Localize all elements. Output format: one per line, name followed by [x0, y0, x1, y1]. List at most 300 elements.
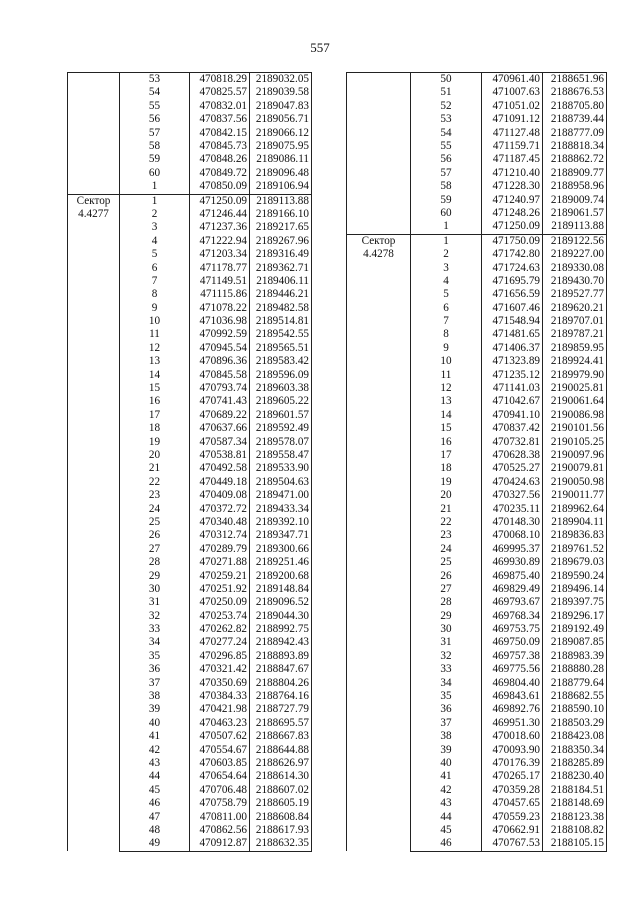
x-coordinate-cell: 471742.80 — [482, 248, 543, 261]
x-coordinate-cell: 471481.65 — [482, 328, 543, 341]
x-coordinate-cell: 470837.42 — [482, 422, 543, 435]
y-coordinate-cell: 2188818.34 — [543, 140, 607, 153]
x-coordinate-cell: 470271.88 — [190, 556, 250, 569]
point-number-cell: 54 — [120, 86, 190, 99]
x-coordinate-cell: 469757.38 — [482, 650, 543, 663]
y-coordinate-cell: 2188739.44 — [543, 113, 607, 126]
x-coordinate-cell: 469768.34 — [482, 610, 543, 623]
x-coordinate-cell: 470741.43 — [190, 395, 250, 408]
x-coordinate-cell: 470525.27 — [482, 462, 543, 475]
y-coordinate-cell: 2190050.98 — [543, 476, 607, 489]
y-coordinate-cell: 2188651.96 — [543, 73, 607, 87]
y-coordinate-cell: 2189061.57 — [543, 207, 607, 220]
point-number-cell: 12 — [411, 382, 482, 395]
y-coordinate-cell: 2188350.34 — [543, 744, 607, 757]
point-number-cell: 32 — [411, 650, 482, 663]
y-coordinate-cell: 2189542.55 — [250, 328, 312, 341]
y-coordinate-cell: 2189217.65 — [250, 221, 312, 234]
point-number-cell: 9 — [120, 302, 190, 315]
x-coordinate-cell: 470706.48 — [190, 784, 250, 797]
y-coordinate-cell: 2189086.11 — [250, 153, 312, 166]
point-number-cell: 39 — [411, 744, 482, 757]
point-number-cell: 20 — [411, 489, 482, 502]
x-coordinate-cell: 470235.11 — [482, 503, 543, 516]
point-number-cell: 16 — [411, 436, 482, 449]
y-coordinate-cell: 2190097.96 — [543, 449, 607, 462]
point-number-cell: 2 — [120, 208, 190, 221]
x-coordinate-cell: 470845.58 — [190, 369, 250, 382]
x-coordinate-cell: 470259.21 — [190, 569, 250, 582]
y-coordinate-cell: 2188777.09 — [543, 127, 607, 140]
x-coordinate-cell: 470289.79 — [190, 543, 250, 556]
point-number-cell: 29 — [120, 569, 190, 582]
point-number-cell: 53 — [411, 113, 482, 126]
y-coordinate-cell: 2189406.11 — [250, 275, 312, 288]
y-coordinate-cell: 2189113.88 — [250, 194, 312, 208]
x-coordinate-cell: 470758.79 — [190, 797, 250, 810]
point-number-cell: 4 — [120, 235, 190, 248]
x-coordinate-cell: 470265.17 — [482, 770, 543, 783]
y-coordinate-cell: 2189583.42 — [250, 355, 312, 368]
x-coordinate-cell: 469804.40 — [482, 677, 543, 690]
x-coordinate-cell: 470327.56 — [482, 489, 543, 502]
y-coordinate-cell: 2189592.49 — [250, 422, 312, 435]
x-coordinate-cell: 470449.18 — [190, 476, 250, 489]
x-coordinate-cell: 469875.40 — [482, 569, 543, 582]
y-coordinate-cell: 2188705.80 — [543, 100, 607, 113]
y-coordinate-cell: 2189362.71 — [250, 261, 312, 274]
y-coordinate-cell: 2188626.97 — [250, 757, 312, 770]
point-number-cell: 1 — [411, 234, 482, 248]
y-coordinate-cell: 2189596.09 — [250, 369, 312, 382]
point-number-cell: 35 — [411, 690, 482, 703]
x-coordinate-cell: 470492.58 — [190, 462, 250, 475]
point-number-cell: 23 — [120, 489, 190, 502]
y-coordinate-cell: 2189590.24 — [543, 569, 607, 582]
y-coordinate-cell: 2189433.34 — [250, 503, 312, 516]
y-coordinate-cell: 2188148.69 — [543, 797, 607, 810]
point-number-cell: 41 — [411, 770, 482, 783]
point-number-cell: 26 — [120, 529, 190, 542]
y-coordinate-cell: 2189296.17 — [543, 610, 607, 623]
x-coordinate-cell: 471248.26 — [482, 207, 543, 220]
y-coordinate-cell: 2189761.52 — [543, 543, 607, 556]
y-coordinate-cell: 2189096.52 — [250, 596, 312, 609]
point-number-cell: 40 — [120, 717, 190, 730]
point-number-cell: 8 — [120, 288, 190, 301]
x-coordinate-cell: 470372.72 — [190, 503, 250, 516]
y-coordinate-cell: 2188230.40 — [543, 770, 607, 783]
x-coordinate-cell: 471656.59 — [482, 288, 543, 301]
y-coordinate-cell: 2188804.26 — [250, 677, 312, 690]
y-coordinate-cell: 2188105.15 — [543, 837, 607, 851]
y-coordinate-cell: 2188992.75 — [250, 623, 312, 636]
point-number-cell: 60 — [411, 207, 482, 220]
point-number-cell: 21 — [120, 462, 190, 475]
x-coordinate-cell: 471127.48 — [482, 127, 543, 140]
point-number-cell: 19 — [411, 476, 482, 489]
coordinates-table-left — [67, 72, 312, 852]
x-coordinate-cell: 470250.09 — [190, 596, 250, 609]
x-coordinate-cell: 469750.09 — [482, 636, 543, 649]
x-coordinate-cell: 471250.09 — [482, 220, 543, 234]
y-coordinate-cell: 2189096.48 — [250, 167, 312, 180]
y-coordinate-cell: 2188608.84 — [250, 810, 312, 823]
x-coordinate-cell: 470384.33 — [190, 690, 250, 703]
x-coordinate-cell: 470507.62 — [190, 730, 250, 743]
point-number-cell: 35 — [120, 650, 190, 663]
x-coordinate-cell: 470862.56 — [190, 824, 250, 837]
x-coordinate-cell: 470912.87 — [190, 837, 250, 851]
x-coordinate-cell: 471051.02 — [482, 100, 543, 113]
y-coordinate-cell: 2189300.66 — [250, 543, 312, 556]
y-coordinate-cell: 2189496.14 — [543, 583, 607, 596]
x-coordinate-cell: 471210.40 — [482, 167, 543, 180]
page-number: 557 — [310, 40, 330, 55]
y-coordinate-cell: 2189009.74 — [543, 194, 607, 207]
x-coordinate-cell: 471607.46 — [482, 302, 543, 315]
point-number-cell: 57 — [411, 167, 482, 180]
point-number-cell: 8 — [411, 328, 482, 341]
y-coordinate-cell: 2189514.81 — [250, 315, 312, 328]
y-coordinate-cell: 2189620.21 — [543, 302, 607, 315]
point-number-cell: 51 — [411, 86, 482, 99]
y-coordinate-cell: 2188590.10 — [543, 703, 607, 716]
point-number-cell: 13 — [120, 355, 190, 368]
point-number-cell: 27 — [120, 543, 190, 556]
y-coordinate-cell: 2189113.88 — [543, 220, 607, 234]
x-coordinate-cell: 470842.15 — [190, 127, 250, 140]
x-coordinate-cell: 470832.01 — [190, 100, 250, 113]
point-number-cell: 37 — [411, 717, 482, 730]
y-coordinate-cell: 2189601.57 — [250, 409, 312, 422]
y-coordinate-cell: 2189192.49 — [543, 623, 607, 636]
y-coordinate-cell: 2189039.58 — [250, 86, 312, 99]
y-coordinate-cell: 2190105.25 — [543, 436, 607, 449]
x-coordinate-cell: 471250.09 — [190, 194, 250, 208]
point-number-cell: 58 — [120, 140, 190, 153]
y-coordinate-cell: 2188123.38 — [543, 810, 607, 823]
x-coordinate-cell: 469793.67 — [482, 596, 543, 609]
x-coordinate-cell: 469753.75 — [482, 623, 543, 636]
x-coordinate-cell: 470559.23 — [482, 810, 543, 823]
x-coordinate-cell: 469843.61 — [482, 690, 543, 703]
x-coordinate-cell: 471246.44 — [190, 208, 250, 221]
point-number-cell: 10 — [411, 355, 482, 368]
x-coordinate-cell: 471222.94 — [190, 235, 250, 248]
y-coordinate-cell: 2189032.05 — [250, 73, 312, 87]
x-coordinate-cell: 471115.86 — [190, 288, 250, 301]
point-number-cell: 34 — [120, 636, 190, 649]
point-number-cell: 56 — [120, 113, 190, 126]
point-number-cell: 24 — [120, 503, 190, 516]
x-coordinate-cell: 470253.74 — [190, 610, 250, 623]
point-number-cell: 5 — [411, 288, 482, 301]
x-coordinate-cell: 471203.34 — [190, 248, 250, 261]
x-coordinate-cell: 471406.37 — [482, 342, 543, 355]
x-coordinate-cell: 470603.85 — [190, 757, 250, 770]
point-number-cell: 4 — [411, 275, 482, 288]
point-number-cell: 18 — [411, 462, 482, 475]
point-number-cell: 59 — [120, 153, 190, 166]
point-number-cell: 10 — [120, 315, 190, 328]
y-coordinate-cell: 2188893.89 — [250, 650, 312, 663]
y-coordinate-cell: 2188862.72 — [543, 153, 607, 166]
x-coordinate-cell: 471724.63 — [482, 261, 543, 274]
point-number-cell: 38 — [411, 730, 482, 743]
y-coordinate-cell: 2189565.51 — [250, 342, 312, 355]
x-coordinate-cell: 471091.12 — [482, 113, 543, 126]
x-coordinate-cell: 470176.39 — [482, 757, 543, 770]
y-coordinate-cell: 2189527.77 — [543, 288, 607, 301]
y-coordinate-cell: 2190101.56 — [543, 422, 607, 435]
y-coordinate-cell: 2189904.11 — [543, 516, 607, 529]
x-coordinate-cell: 470793.74 — [190, 382, 250, 395]
y-coordinate-cell: 2188108.82 — [543, 824, 607, 837]
point-number-cell: 25 — [411, 556, 482, 569]
y-coordinate-cell: 2188423.08 — [543, 730, 607, 743]
y-coordinate-cell: 2188605.19 — [250, 797, 312, 810]
point-number-cell: 1 — [411, 220, 482, 234]
point-number-cell: 44 — [411, 810, 482, 823]
point-number-cell: 45 — [411, 824, 482, 837]
y-coordinate-cell: 2189558.47 — [250, 449, 312, 462]
y-coordinate-cell: 2189446.21 — [250, 288, 312, 301]
point-number-cell: 3 — [120, 221, 190, 234]
y-coordinate-cell: 2188676.53 — [543, 86, 607, 99]
x-coordinate-cell: 470277.24 — [190, 636, 250, 649]
y-coordinate-cell: 2189106.94 — [250, 180, 312, 194]
table-row — [347, 73, 607, 87]
y-coordinate-cell: 2188983.39 — [543, 650, 607, 663]
point-number-cell: 49 — [120, 837, 190, 851]
point-number-cell: 13 — [411, 395, 482, 408]
x-coordinate-cell: 470421.98 — [190, 703, 250, 716]
x-coordinate-cell: 471149.51 — [190, 275, 250, 288]
y-coordinate-cell: 2189836.83 — [543, 529, 607, 542]
x-coordinate-cell: 470825.57 — [190, 86, 250, 99]
x-coordinate-cell: 470093.90 — [482, 744, 543, 757]
point-number-cell: 33 — [120, 623, 190, 636]
x-coordinate-cell: 470251.92 — [190, 583, 250, 596]
y-coordinate-cell: 2190086.98 — [543, 409, 607, 422]
point-number-cell: 60 — [120, 167, 190, 180]
x-coordinate-cell: 470837.56 — [190, 113, 250, 126]
point-number-cell: 47 — [120, 810, 190, 823]
y-coordinate-cell: 2190011.77 — [543, 489, 607, 502]
point-number-cell: 11 — [411, 369, 482, 382]
x-coordinate-cell: 471237.36 — [190, 221, 250, 234]
x-coordinate-cell: 470945.54 — [190, 342, 250, 355]
x-coordinate-cell: 470818.29 — [190, 73, 250, 87]
y-coordinate-cell: 2189251.46 — [250, 556, 312, 569]
x-coordinate-cell: 470992.59 — [190, 328, 250, 341]
y-coordinate-cell: 2189603.38 — [250, 382, 312, 395]
point-number-cell: 44 — [120, 770, 190, 783]
point-number-cell: 41 — [120, 730, 190, 743]
point-number-cell: 37 — [120, 677, 190, 690]
point-number-cell: 42 — [411, 784, 482, 797]
x-coordinate-cell: 470554.67 — [190, 744, 250, 757]
point-number-cell: 34 — [411, 677, 482, 690]
x-coordinate-cell: 471007.63 — [482, 86, 543, 99]
point-number-cell: 48 — [120, 824, 190, 837]
y-coordinate-cell: 2189267.96 — [250, 235, 312, 248]
point-number-cell: 23 — [411, 529, 482, 542]
x-coordinate-cell: 470340.48 — [190, 516, 250, 529]
x-coordinate-cell: 470538.81 — [190, 449, 250, 462]
y-coordinate-cell: 2189347.71 — [250, 529, 312, 542]
x-coordinate-cell: 470068.10 — [482, 529, 543, 542]
point-number-cell: 7 — [120, 275, 190, 288]
y-coordinate-cell: 2189859.95 — [543, 342, 607, 355]
x-coordinate-cell: 471228.30 — [482, 180, 543, 193]
x-coordinate-cell: 470587.34 — [190, 436, 250, 449]
point-number-cell: 56 — [411, 153, 482, 166]
y-coordinate-cell: 2188614.30 — [250, 770, 312, 783]
y-coordinate-cell: 2188607.02 — [250, 784, 312, 797]
y-coordinate-cell: 2189605.22 — [250, 395, 312, 408]
point-number-cell: 9 — [411, 342, 482, 355]
point-number-cell: 31 — [411, 636, 482, 649]
y-coordinate-cell: 2189533.90 — [250, 462, 312, 475]
sector-label: Сектор 4.4278 — [347, 234, 411, 851]
point-number-cell: 21 — [411, 503, 482, 516]
point-number-cell: 19 — [120, 436, 190, 449]
point-number-cell: 57 — [120, 127, 190, 140]
x-coordinate-cell: 470457.65 — [482, 797, 543, 810]
point-number-cell: 27 — [411, 583, 482, 596]
y-coordinate-cell: 2188909.77 — [543, 167, 607, 180]
y-coordinate-cell: 2188958.96 — [543, 180, 607, 193]
point-number-cell: 53 — [120, 73, 190, 87]
y-coordinate-cell: 2188942.43 — [250, 636, 312, 649]
y-coordinate-cell: 2189924.41 — [543, 355, 607, 368]
y-coordinate-cell: 2189166.10 — [250, 208, 312, 221]
point-number-cell: 17 — [120, 409, 190, 422]
x-coordinate-cell: 471548.94 — [482, 315, 543, 328]
x-coordinate-cell: 470637.66 — [190, 422, 250, 435]
y-coordinate-cell: 2188617.93 — [250, 824, 312, 837]
point-number-cell: 25 — [120, 516, 190, 529]
y-coordinate-cell: 2188764.16 — [250, 690, 312, 703]
point-number-cell: 3 — [411, 261, 482, 274]
sector-label — [68, 73, 120, 195]
point-number-cell: 15 — [411, 422, 482, 435]
x-coordinate-cell: 470628.38 — [482, 449, 543, 462]
point-number-cell: 20 — [120, 449, 190, 462]
x-coordinate-cell: 470296.85 — [190, 650, 250, 663]
x-coordinate-cell: 469892.76 — [482, 703, 543, 716]
point-number-cell: 17 — [411, 449, 482, 462]
x-coordinate-cell: 470689.22 — [190, 409, 250, 422]
x-coordinate-cell: 470850.09 — [190, 180, 250, 194]
point-number-cell: 24 — [411, 543, 482, 556]
y-coordinate-cell: 2189227.00 — [543, 248, 607, 261]
y-coordinate-cell: 2189087.85 — [543, 636, 607, 649]
x-coordinate-cell: 470961.40 — [482, 73, 543, 87]
x-coordinate-cell: 469951.30 — [482, 717, 543, 730]
point-number-cell: 28 — [120, 556, 190, 569]
x-coordinate-cell: 471235.12 — [482, 369, 543, 382]
x-coordinate-cell: 470409.08 — [190, 489, 250, 502]
point-number-cell: 5 — [120, 248, 190, 261]
point-number-cell: 36 — [120, 663, 190, 676]
y-coordinate-cell: 2189397.75 — [543, 596, 607, 609]
x-coordinate-cell: 471178.77 — [190, 261, 250, 274]
point-number-cell: 30 — [120, 583, 190, 596]
point-number-cell: 52 — [411, 100, 482, 113]
y-coordinate-cell: 2189471.00 — [250, 489, 312, 502]
point-number-cell: 58 — [411, 180, 482, 193]
y-coordinate-cell: 2189066.12 — [250, 127, 312, 140]
point-number-cell: 36 — [411, 703, 482, 716]
y-coordinate-cell: 2189679.03 — [543, 556, 607, 569]
point-number-cell: 26 — [411, 569, 482, 582]
table-row — [347, 234, 607, 248]
point-number-cell: 55 — [411, 140, 482, 153]
point-number-cell: 54 — [411, 127, 482, 140]
point-number-cell: 32 — [120, 610, 190, 623]
y-coordinate-cell: 2189504.63 — [250, 476, 312, 489]
x-coordinate-cell: 471323.89 — [482, 355, 543, 368]
point-number-cell: 43 — [411, 797, 482, 810]
y-coordinate-cell: 2188779.64 — [543, 677, 607, 690]
y-coordinate-cell: 2188695.57 — [250, 717, 312, 730]
point-number-cell: 18 — [120, 422, 190, 435]
y-coordinate-cell: 2189056.71 — [250, 113, 312, 126]
x-coordinate-cell: 470359.28 — [482, 784, 543, 797]
y-coordinate-cell: 2189962.64 — [543, 503, 607, 516]
point-number-cell: 1 — [120, 180, 190, 194]
x-coordinate-cell: 471750.09 — [482, 234, 543, 248]
x-coordinate-cell: 470321.42 — [190, 663, 250, 676]
point-number-cell: 40 — [411, 757, 482, 770]
point-number-cell: 30 — [411, 623, 482, 636]
table-row — [68, 73, 312, 87]
point-number-cell: 39 — [120, 703, 190, 716]
y-coordinate-cell: 2190061.64 — [543, 395, 607, 408]
point-number-cell: 15 — [120, 382, 190, 395]
point-number-cell: 59 — [411, 194, 482, 207]
point-number-cell: 45 — [120, 784, 190, 797]
x-coordinate-cell: 470463.23 — [190, 717, 250, 730]
x-coordinate-cell: 469930.89 — [482, 556, 543, 569]
x-coordinate-cell: 470018.60 — [482, 730, 543, 743]
x-coordinate-cell: 471695.79 — [482, 275, 543, 288]
x-coordinate-cell: 471078.22 — [190, 302, 250, 315]
point-number-cell: 12 — [120, 342, 190, 355]
y-coordinate-cell: 2189707.01 — [543, 315, 607, 328]
y-coordinate-cell: 2189578.07 — [250, 436, 312, 449]
x-coordinate-cell: 471036.98 — [190, 315, 250, 328]
point-number-cell: 14 — [120, 369, 190, 382]
x-coordinate-cell: 470312.74 — [190, 529, 250, 542]
point-number-cell: 6 — [120, 261, 190, 274]
x-coordinate-cell: 470662.91 — [482, 824, 543, 837]
y-coordinate-cell: 2188667.83 — [250, 730, 312, 743]
y-coordinate-cell: 2190079.81 — [543, 462, 607, 475]
point-number-cell: 43 — [120, 757, 190, 770]
y-coordinate-cell: 2189200.68 — [250, 569, 312, 582]
x-coordinate-cell: 470424.63 — [482, 476, 543, 489]
x-coordinate-cell: 470350.69 — [190, 677, 250, 690]
x-coordinate-cell: 471141.03 — [482, 382, 543, 395]
y-coordinate-cell: 2188632.35 — [250, 837, 312, 851]
point-number-cell: 42 — [120, 744, 190, 757]
x-coordinate-cell: 470845.73 — [190, 140, 250, 153]
x-coordinate-cell: 470849.72 — [190, 167, 250, 180]
